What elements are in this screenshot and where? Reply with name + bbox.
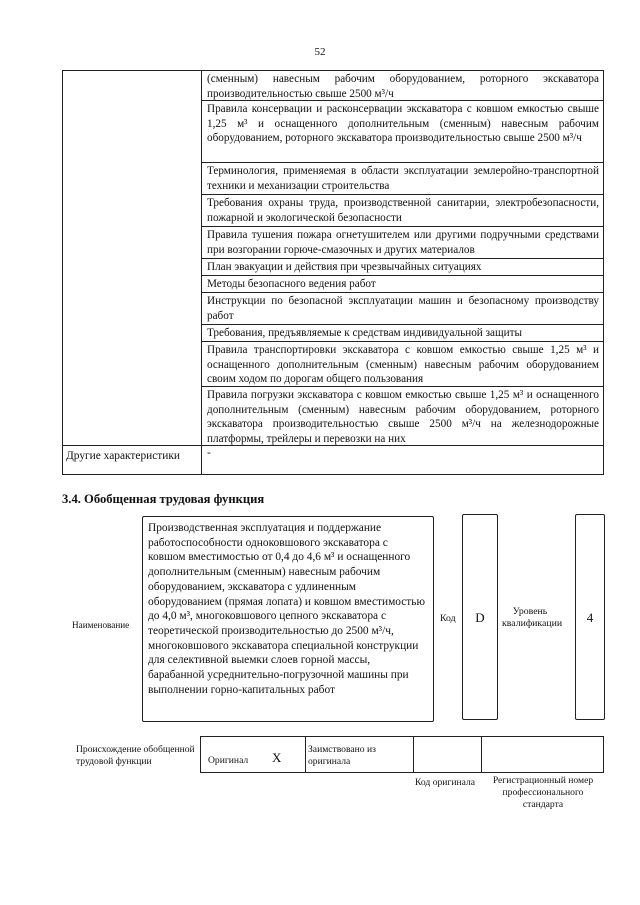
table-row: Правила погрузки экскаватора с ковшом емкостью свыше 1,25 м³ и оснащенного дополнительным (сменным) навесным рабочим оборудованием, роторного экскаватора производительностью свыше 2500 м³/ч на железнодорожные платформы, трейлеры и перевозки на них [201, 386, 603, 445]
registration-number-caption: Регистрационный номер профессионального стандарта [492, 775, 594, 810]
table-row: Инструкции по безопасной эксплуатации машин и безопасному производству работ [201, 292, 603, 324]
original-mark: X [272, 750, 282, 765]
name-label: Наименование [72, 620, 130, 630]
table-row: (сменным) навесным рабочим оборудованием, роторного экскаватора производительностью свыше 2500 м³/ч [207, 73, 599, 100]
original-text: Оригинал [208, 755, 249, 766]
original-code-caption: Код оригинала [414, 777, 476, 788]
table-row: План эвакуации и действия при чрезвычайных ситуациях [201, 258, 603, 275]
requirements-table [62, 70, 604, 475]
origin-label: Происхождение обобщенной трудовой функции [76, 744, 195, 767]
section-title: 3.4. Обобщенная трудовая функция [62, 492, 265, 506]
qualification-level-value: 4 [586, 610, 594, 625]
page-number: 52 [314, 46, 326, 58]
table-row: Методы безопасного ведения работ [201, 275, 603, 292]
code-label: Код [440, 613, 456, 624]
table-row: Правила транспортировки экскаватора с ковшом емкостью свыше 1,25 м³ и оснащенного дополнительным (сменным) навесным рабочим оборудованием своим ходом по дорогам общего пользования [201, 341, 603, 386]
table-row: Требования, предъявляемые к средствам индивидуальной защиты [201, 324, 603, 341]
code-value: D [475, 610, 485, 625]
cell-divider [481, 737, 482, 772]
function-name-box: Производственная эксплуатация и поддержание работоспособности одноковшового экскаватора с ковшом вместимостью от 0,4 до 4,6 м³ и оснащенного дополнительным (сменным) навесным рабочим оборудованием, экскаватора с удлиненным оборудованием (прямая лопата) и ковшом вместимостью до 4,0 м³, многоковшового цепного экскаватора с теоретической производительностью до 2500 м³/ч, многоковшового экскаватора специальной конструкции для селективной выемки слоев горной массы, барабанной усреднительно-погрузочной машины при выполнении горно-капитальных работ [142, 516, 434, 722]
cell-divider [413, 737, 414, 772]
qualification-level-label: Уровень квалификации [502, 606, 563, 629]
table-row: Правила консервации и расконсервации экскаватора с ковшом емкостью свыше 1,25 м³ и оснащенного дополнительным (сменным) навесным рабочим оборудованием, роторного экскаватора производительностью свыше 2500 м³/ч [201, 100, 603, 162]
row-divider [63, 445, 603, 446]
borrowed-text: Заимствовано из оригинала [308, 744, 376, 767]
table-row: Правила тушения пожара огнетушителем или другими подручными средствами при возгорании горюче-смазочных и других материалов [201, 226, 603, 258]
table-row: Терминология, применяемая в области эксплуатации землеройно-транспортной техники и механизации строительства [201, 162, 603, 194]
other-characteristics-label: Другие характеристики [66, 450, 181, 462]
cell-divider [305, 737, 306, 772]
table-row: Требования охраны труда, производственной санитарии, электробезопасности, пожарной и экологической безопасности [201, 194, 603, 226]
other-characteristics-value: - [207, 447, 211, 459]
